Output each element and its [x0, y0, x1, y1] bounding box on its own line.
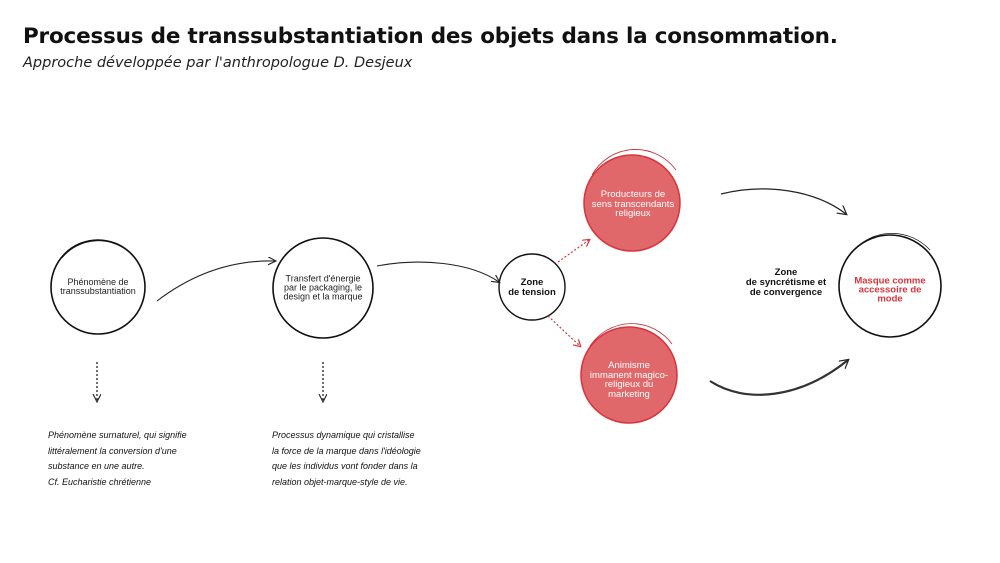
- arrow-animisme-to-masque: [710, 360, 848, 395]
- label-phenomene: [60, 278, 136, 296]
- arrow-tension-to-animisme: [548, 316, 580, 346]
- note-line: relation objet-marque-style de vie.: [272, 476, 408, 487]
- note-line: Cf. Eucharistie chrétienne: [48, 476, 152, 487]
- label-line: Masque comme: [854, 275, 926, 287]
- arrow-phenomene-to-transfert: [157, 261, 275, 301]
- label-animisme: [590, 361, 668, 399]
- label-line: transsubstantiation: [60, 286, 136, 296]
- label-line: Zone: [520, 277, 544, 288]
- label-line: design et la marque: [283, 291, 363, 302]
- label-line: marketing: [608, 388, 650, 400]
- arrow-transfert-to-tension: [377, 262, 499, 282]
- label-line: Zone: [774, 267, 798, 278]
- label-line: Animisme: [608, 360, 650, 371]
- label-line: immanent magico-: [589, 369, 669, 381]
- note-phenomene: [48, 428, 187, 490]
- note-line: substance en une autre.: [48, 461, 145, 471]
- page-subtitle: Approche développée par l'anthropologue D. Desjeux: [23, 55, 413, 71]
- note-line: littéralement la conversion d'une: [48, 445, 177, 456]
- note-line: Processus dynamique qui cristallise: [272, 430, 415, 440]
- label-line: de syncrétisme et: [745, 277, 827, 288]
- note-line: Phénomène surnaturel, qui signifie: [48, 430, 187, 440]
- label-transfert: [283, 275, 362, 302]
- arrow-tension-to-producteurs: [558, 240, 589, 262]
- label-line: religieux: [615, 207, 651, 219]
- label-line: sens transcendants: [591, 198, 675, 210]
- label-line: Transfert d'énergie: [285, 273, 361, 284]
- label-line: mode: [877, 293, 903, 305]
- label-line: Producteurs de: [600, 188, 666, 200]
- note-transfert: [272, 428, 421, 490]
- note-line: que les individus vont fonder dans la: [272, 461, 418, 471]
- label-syncretisme: [746, 268, 826, 298]
- label-line: accessoire de: [858, 284, 922, 296]
- label-line: de tension: [508, 287, 556, 298]
- label-masque: [854, 277, 925, 304]
- label-line: Phénomène de: [67, 277, 129, 287]
- arrow-producteurs-to-masque: [721, 189, 846, 214]
- label-line: religieux du: [604, 379, 654, 390]
- page-title: Processus de transsubstantiation des objets dans la consommation.: [23, 24, 838, 49]
- label-line: par le packaging, le: [283, 282, 363, 293]
- note-line: la force de la marque dans l'idéologie: [272, 445, 421, 456]
- label-line: de convergence: [749, 287, 823, 298]
- label-producteurs: [592, 190, 674, 219]
- label-tension: [508, 278, 556, 298]
